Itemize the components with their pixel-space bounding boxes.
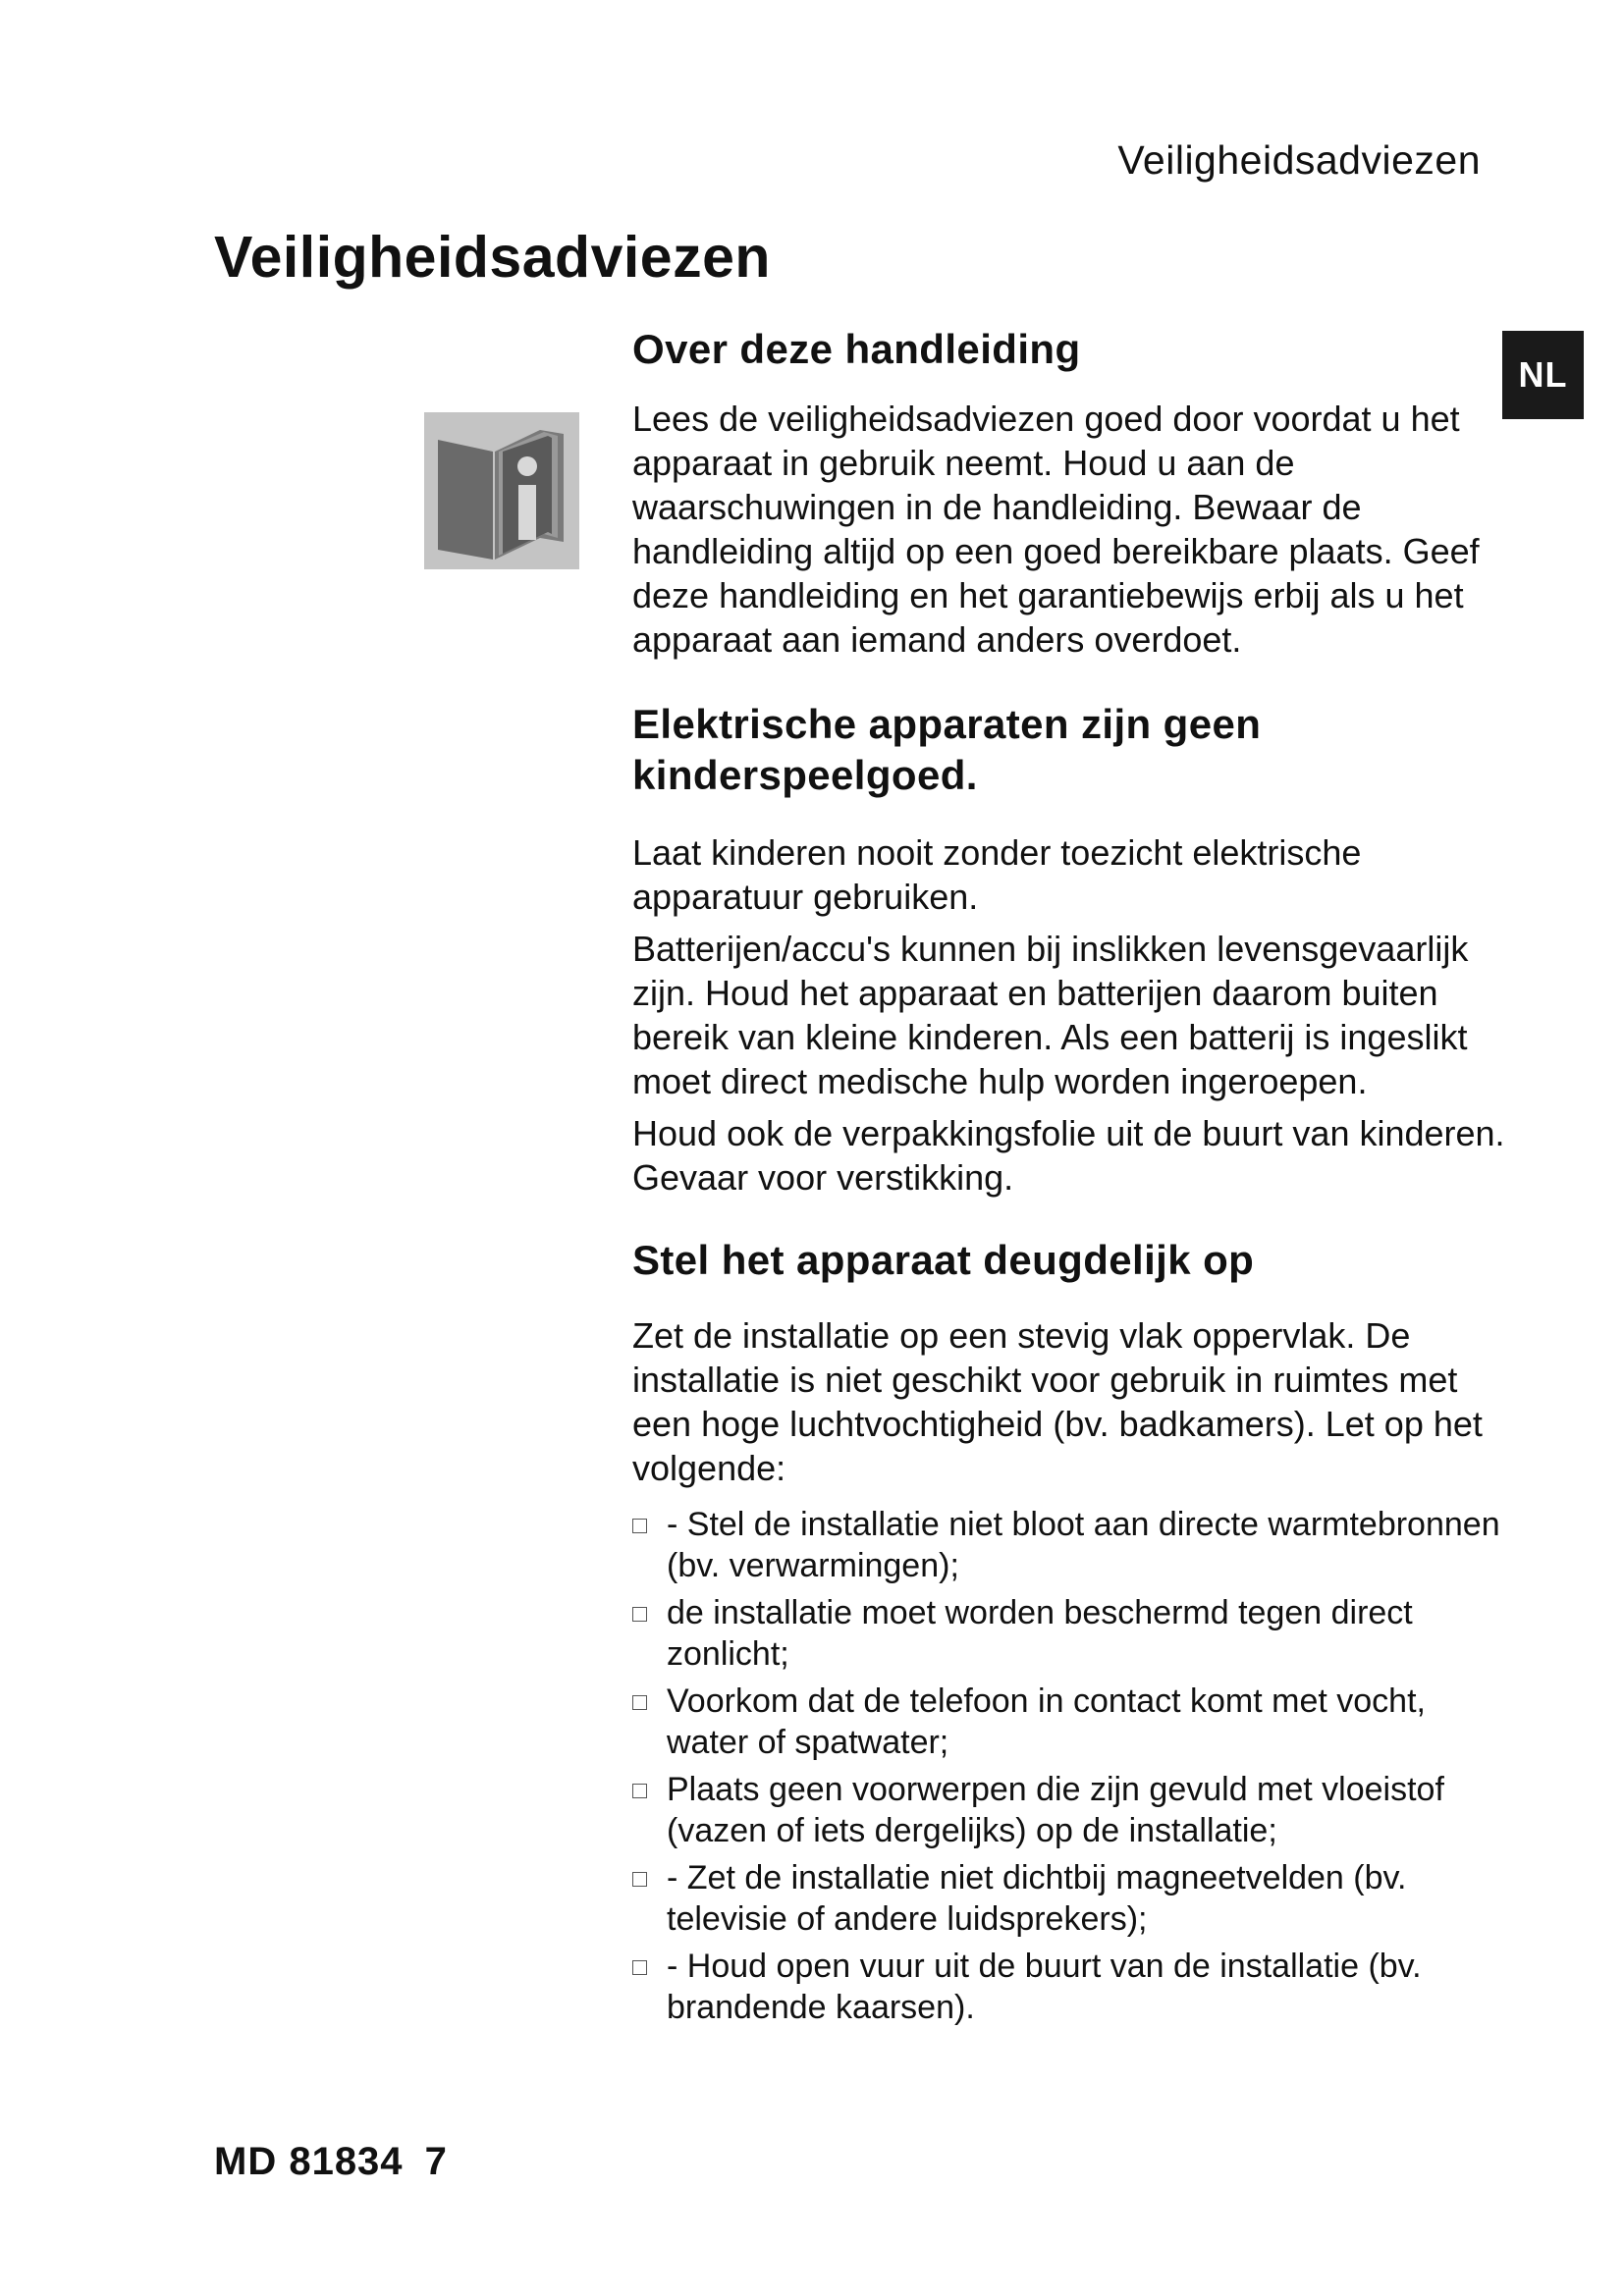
paragraph: Laat kinderen nooit zonder toezicht elektrische apparatuur gebruiken. xyxy=(632,832,1362,917)
paragraph: Zet de installatie op een stevig vlak oppervlak. De installatie is niet geschikt voor gebruik in ruimtes met een hoge luchtvochtigheid (bv. badkamers). Let op het volgende: xyxy=(632,1315,1483,1488)
content-column xyxy=(632,324,1516,2034)
list-item xyxy=(632,1769,1516,1851)
checkbox-icon xyxy=(632,1607,647,1622)
language-tab: NL xyxy=(1502,331,1584,419)
section-heading-opstellen: Stel het apparaat deugdelijk op xyxy=(632,1237,1255,1283)
info-book-icon xyxy=(424,412,579,569)
bullet-list xyxy=(632,1504,1516,2028)
checkbox-icon xyxy=(632,1872,647,1887)
checkbox-icon xyxy=(632,1519,647,1533)
running-header: Veiligheidsadviezen xyxy=(1117,137,1481,183)
page-footer xyxy=(214,2140,448,2184)
list-item-text: - Houd open vuur uit de buurt van de installatie (bv. brandende kaarsen). xyxy=(667,1948,1422,2026)
list-item xyxy=(632,1504,1516,1586)
list-item-text: Plaats geen voorwerpen die zijn gevuld met vloeistof (vazen of iets dergelijks) op de installatie; xyxy=(667,1771,1444,1849)
checkbox-icon xyxy=(632,1784,647,1798)
list-item xyxy=(632,1857,1516,1940)
paragraph: Houd ook de verpakkingsfolie uit de buurt van kinderen. Gevaar voor verstikking. xyxy=(632,1113,1505,1198)
list-item-text: Voorkom dat de telefoon in contact komt met vocht, water of spatwater; xyxy=(667,1682,1426,1761)
list-item xyxy=(632,1681,1516,1763)
list-item-text: - Zet de installatie niet dichtbij magneetvelden (bv. televisie of andere luidsprekers); xyxy=(667,1859,1407,1938)
paragraph: Lees de veiligheidsadviezen goed door voordat u het apparaat in gebruik neemt. Houd u aan de waarschuwingen in de handleiding. Bewaar de handleiding altijd op een goed bereikbare plaats. Geef deze handleiding en het garantiebewijs erbij als u het apparaat aan iemand anders overdoet. xyxy=(632,399,1480,660)
list-item-text: - Stel de installatie niet bloot aan directe warmtebronnen (bv. verwarmingen); xyxy=(667,1506,1500,1584)
checkbox-icon xyxy=(632,1960,647,1975)
list-item xyxy=(632,1592,1516,1675)
page-number: 7 xyxy=(424,2140,448,2183)
checkbox-icon xyxy=(632,1695,647,1710)
section-heading-kinderspeelgoed: Elektrische apparaten zijn geen kinderspeelgoed. xyxy=(632,701,1262,798)
paragraph: Batterijen/accu's kunnen bij inslikken levensgevaarlijk zijn. Houd het apparaat en batterijen daarom buiten bereik van kleine kinderen. Als een batterij is ingeslikt moet direct medische hulp worden ingeroepen. xyxy=(632,929,1469,1101)
model-number: MD 81834 xyxy=(214,2140,404,2183)
section-heading-handleiding: Over deze handleiding xyxy=(632,326,1081,372)
page-title: Veiligheidsadviezen xyxy=(214,225,771,290)
list-item-text: de installatie moet worden beschermd tegen direct zonlicht; xyxy=(667,1594,1413,1673)
list-item xyxy=(632,1946,1516,2028)
